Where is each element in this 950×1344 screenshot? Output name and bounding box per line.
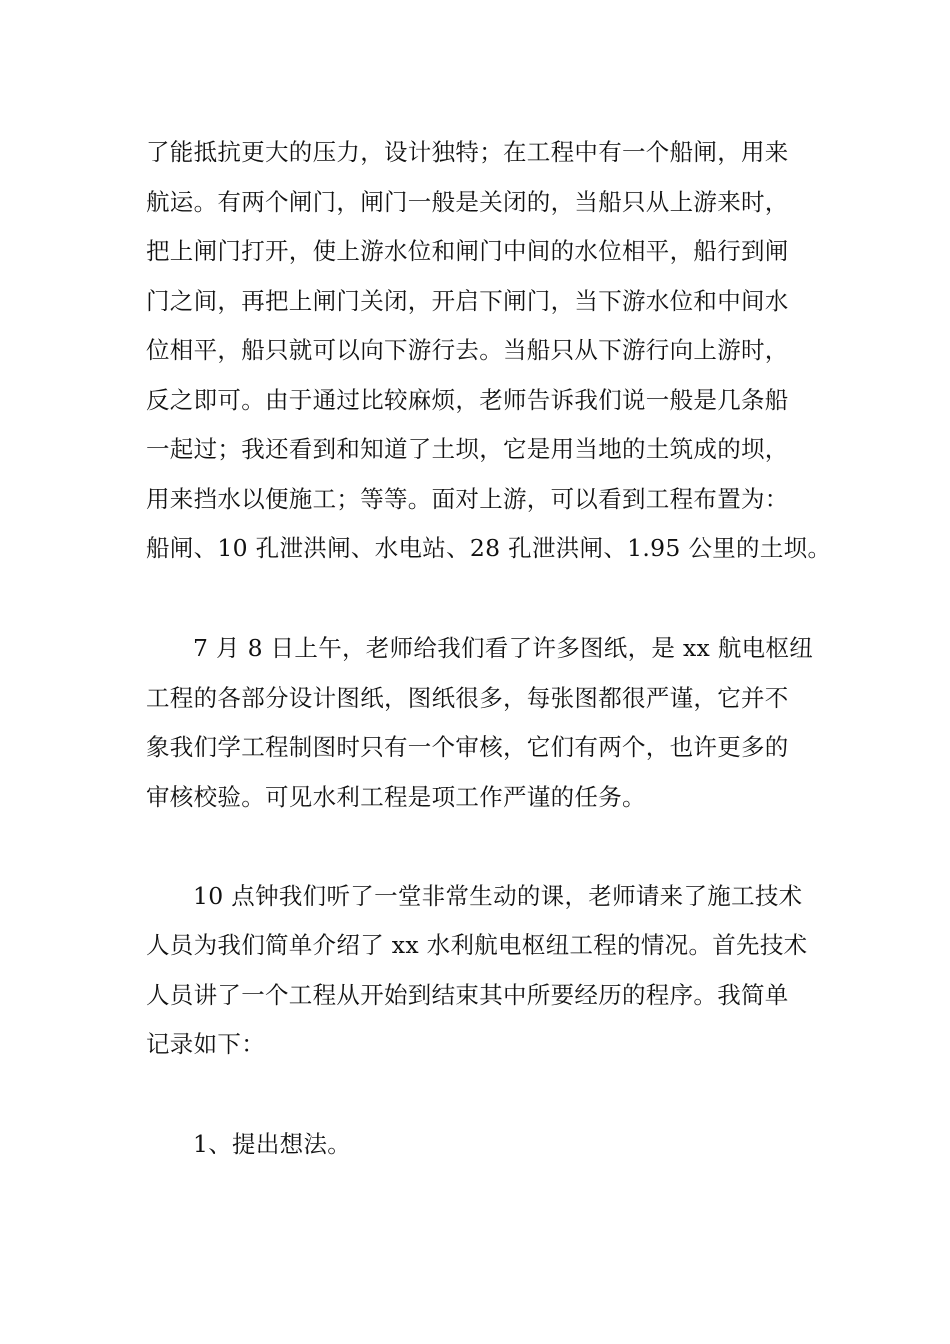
paragraph-2-line-1: 7 月 8 日上午，老师给我们看了许多图纸，是 xx 航电枢纽 <box>193 634 814 662</box>
paragraph-1-line-3: 把上闸门打开，使上游水位和闸门中间的水位相平，船行到闸 <box>146 237 789 265</box>
paragraph-3-line-1: 10 点钟我们听了一堂非常生动的课，老师请来了施工技术 <box>193 882 803 910</box>
paragraph-3-line-2: 人员为我们简单介绍了 xx 水利航电枢纽工程的情况。首先技术 <box>146 931 808 959</box>
paragraph-1-line-8: 用来挡水以便施工；等等。面对上游，可以看到工程布置为： <box>146 485 789 513</box>
paragraph-2-line-4: 审核校验。可见水利工程是项工作严谨的任务。 <box>146 783 646 811</box>
paragraph-1-line-1: 了能抵抗更大的压力，设计独特；在工程中有一个船闸，用来 <box>146 138 789 166</box>
paragraph-4-line-1: 1、提出想法。 <box>193 1130 352 1158</box>
paragraph-1-line-7: 一起过；我还看到和知道了土坝，它是用当地的土筑成的坝， <box>146 435 789 463</box>
paragraph-3-line-4: 记录如下： <box>146 1030 265 1058</box>
paragraph-1-line-6: 反之即可。由于通过比较麻烦，老师告诉我们说一般是几条船 <box>146 386 789 414</box>
paragraph-1-line-2: 航运。有两个闸门，闸门一般是关闭的，当船只从上游来时， <box>146 188 789 216</box>
paragraph-2-line-3: 象我们学工程制图时只有一个审核，它们有两个，也许更多的 <box>146 733 789 761</box>
paragraph-3-line-3: 人员讲了一个工程从开始到结束其中所要经历的程序。我简单 <box>146 981 789 1009</box>
paragraph-1-line-5: 位相平，船只就可以向下游行去。当船只从下游行向上游时， <box>146 336 789 364</box>
paragraph-2-line-2: 工程的各部分设计图纸，图纸很多，每张图都很严谨，它并不 <box>146 684 789 712</box>
paragraph-1-line-4: 门之间，再把上闸门关闭，开启下闸门，当下游水位和中间水 <box>146 287 789 315</box>
paragraph-1-line-9: 船闸、10 孔泄洪闸、水电站、28 孔泄洪闸、1.95 公里的土坝。 <box>146 534 832 562</box>
